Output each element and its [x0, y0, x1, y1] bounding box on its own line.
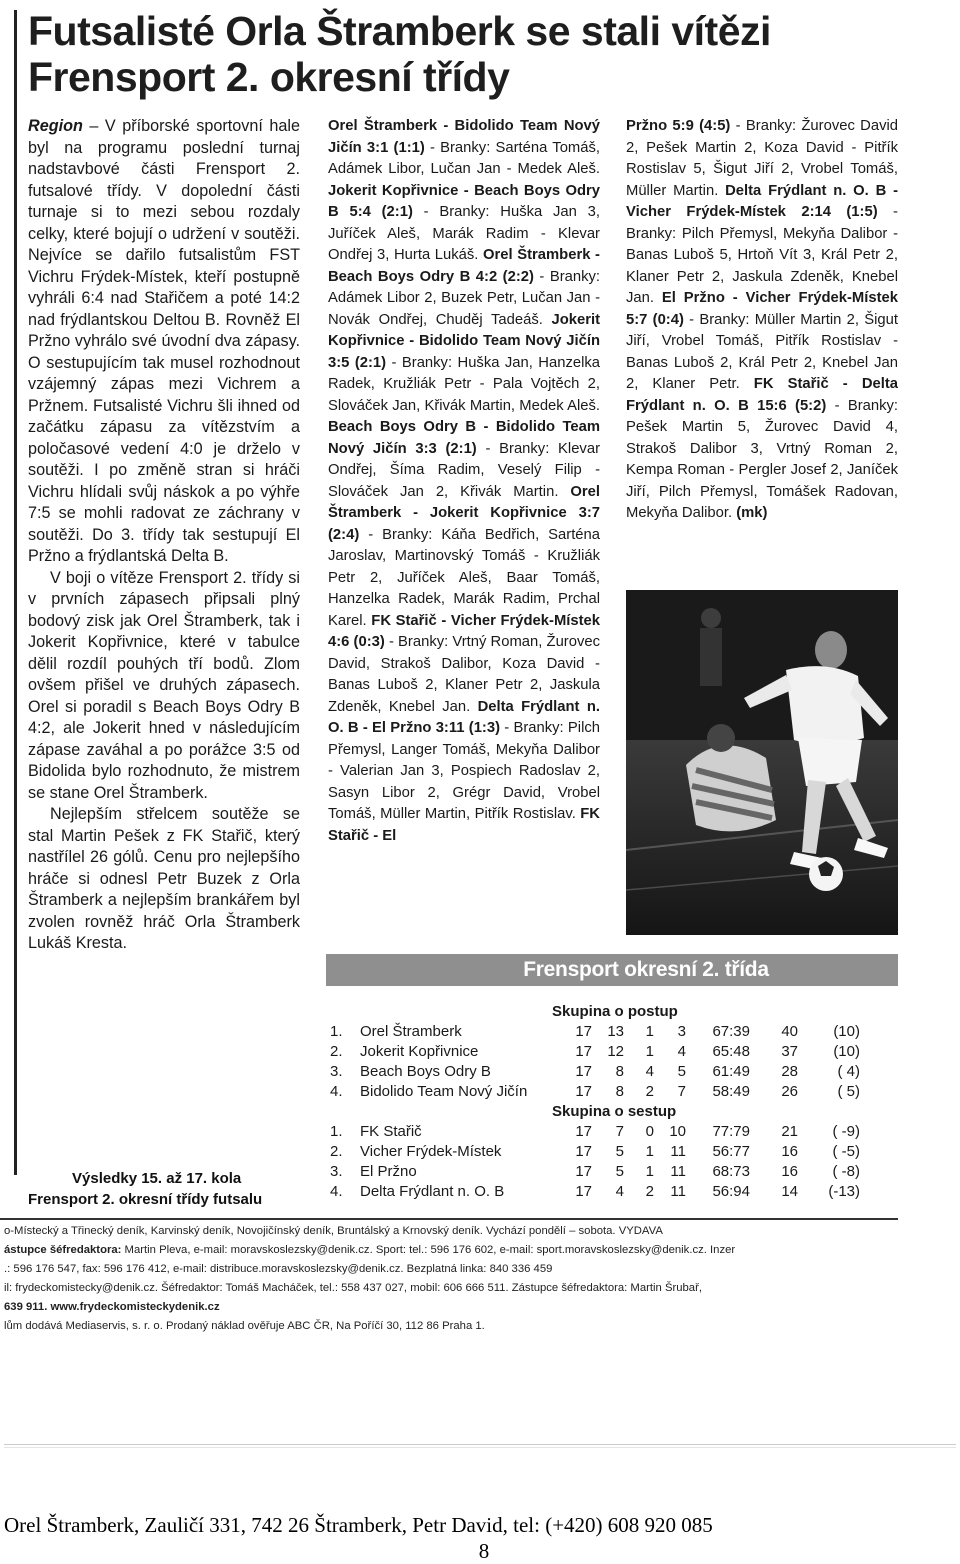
- cell-rank: 2.: [330, 1143, 343, 1160]
- cell-pts: 16: [781, 1143, 798, 1160]
- cell-rank: 2.: [330, 1043, 343, 1060]
- cell-pts: 14: [781, 1183, 798, 1200]
- masthead-line-3: .: 596 176 547, fax: 596 176 412, e-mail: distribuce.moravskoslezsky@denik.cz. Bezplatná linka: 840 336 459: [4, 1263, 553, 1275]
- cell-score: 65:48: [712, 1043, 750, 1060]
- article-paragraph-3: Nejlepším střelcem soutěže se stal Martin Pešek z FK Stařič, který nastřílel 26 gólů. Cenu pro nejlepšího hráče si odnesl Petr Buzek z Orla Štramberk a nejlepším brankářem byl zvolen rovněž hráč Orla Štramberk Lukáš Kresta.: [28, 805, 300, 952]
- cell-m: ( -5): [832, 1143, 860, 1160]
- cell-m: ( 4): [837, 1063, 860, 1080]
- results-heading: [28, 1168, 300, 1210]
- masthead-line-1: o-Místecký a Třinecký deník, Karvinský deník, Novojičínský deník, Bruntálský a Krnovský deník. Vychází pondělí – sobota. VYDAVA: [4, 1225, 663, 1237]
- cell-w: 5: [615, 1163, 624, 1180]
- cell-pts: 21: [781, 1123, 798, 1140]
- cell-rank: 4.: [330, 1183, 343, 1200]
- match-2-head: Jokerit Kopřivnice - Beach Boys Odry B 5:4 (2:1): [328, 182, 600, 220]
- match-results-text-continued: [626, 116, 898, 525]
- cell-m: ( 5): [837, 1083, 860, 1100]
- cell-p: 17: [575, 1023, 592, 1040]
- cell-d: 1: [645, 1023, 654, 1040]
- cell-rank: 4.: [330, 1083, 343, 1100]
- match-7-head: FK Stařič - Vicher Frýdek-Místek 4:6 (0:3): [328, 612, 600, 650]
- match-8-body: - Branky: Pilch Přemysl, Langer Tomáš, Mekyňa Dalibor - Valerian Jan 3, Pospiech Radoslav 2, Sasyn Libor 2, Grégr David, Vrobel Tomáš, Müller Martin, Pitřík Rostislav.: [328, 720, 601, 822]
- cell-l: 11: [670, 1163, 686, 1180]
- match-11-body: - Branky: Müller Martin 2, Šigut Jiří, Vrobel Tomáš, Pitřík Rostislav - Banas Luboš 2, Král Petr 2, Knebel Jan 2, Klaner Petr.: [626, 311, 898, 392]
- match-4-body: - Branky: Huška Jan, Hanzelka Radek, Kružliák Petr - Pala Vojtěch 2, Slováček Jan, Křivák Martin, Medek Aleš.: [328, 354, 600, 414]
- cell-w: 4: [615, 1183, 624, 1200]
- promotion-group-rows: [326, 1022, 898, 1102]
- cell-pts: 28: [781, 1063, 798, 1080]
- standings-table: [326, 1002, 898, 1202]
- masthead-line-5: 639 911. www.frydeckomisteckydenik.cz: [4, 1301, 220, 1313]
- cell-pts: 16: [781, 1163, 798, 1180]
- standings-banner: [326, 954, 898, 986]
- cell-team: FK Stařič: [360, 1123, 422, 1140]
- cell-w: 12: [607, 1043, 624, 1060]
- cell-p: 17: [575, 1123, 592, 1140]
- cell-score: 58:49: [712, 1083, 750, 1100]
- match-3-head: Orel Štramberk - Beach Boys Odry B 4:2 (2:2): [328, 247, 600, 285]
- cell-m: (-13): [828, 1183, 860, 1200]
- relegation-group-rows: [326, 1122, 898, 1202]
- cell-w: 8: [615, 1063, 624, 1080]
- cell-rank: 3.: [330, 1163, 343, 1180]
- cell-l: 11: [670, 1183, 686, 1200]
- match-results-text: [328, 116, 600, 847]
- cell-p: 17: [575, 1163, 592, 1180]
- match-1-body: - Branky: Sarténa Tomáš, Adámek Libor, Lučan Jan - Medek Aleš.: [328, 139, 600, 177]
- author-signature: (mk): [736, 505, 768, 521]
- futsal-match-photo: [626, 590, 898, 935]
- article-column-3: [626, 116, 898, 525]
- masthead-line-6: lům dodává Mediaservis, s. r. o. Prodaný náklad ověřuje ABC ČR, Na Poříčí 30, 112 86 Praha 1.: [4, 1320, 485, 1332]
- left-column-rule: [14, 10, 17, 1175]
- cell-d: 1: [645, 1143, 654, 1160]
- cell-p: 17: [575, 1143, 592, 1160]
- cell-pts: 37: [781, 1043, 798, 1060]
- results-heading-line-1: Výsledky 15. až 17. kola: [72, 1170, 242, 1187]
- cell-team: Bidolido Team Nový Jičín: [360, 1083, 528, 1100]
- match-6-body: - Branky: Káňa Bedřich, Sarténa Jaroslav, Martinovský Tomáš - Kružliák Petr 2, Juříček Aleš, Baar Tomáš, Hanzelka Radek, Marák Radim, Prchal Karel.: [328, 526, 600, 629]
- masthead-deputy-label: ástupce šéfredaktora:: [4, 1244, 122, 1256]
- article-paragraph-1: [28, 116, 300, 568]
- headline-line-2: Frensport 2. okresní třídy: [28, 54, 510, 100]
- match-9-head-part2: Pržno 5:9 (4:5): [626, 118, 731, 134]
- match-11-head: El Pržno - Vicher Frýdek-Místek 5:7 (0:4): [626, 290, 898, 328]
- cell-d: 2: [645, 1183, 654, 1200]
- cell-team: Orel Štramberk: [360, 1023, 462, 1040]
- cell-m: ( -8): [832, 1163, 860, 1180]
- article-headline: [28, 8, 928, 100]
- cell-d: 1: [645, 1163, 654, 1180]
- match-5-body: - Branky: Klevar Ondřej, Šíma Radim, Veselý Filip - Slováček Jan 2, Křivák Martin.: [328, 440, 600, 500]
- cell-w: 13: [607, 1023, 624, 1040]
- cell-team: Delta Frýdlant n. O. B: [360, 1183, 505, 1200]
- table-row: [326, 1082, 898, 1102]
- table-row: [326, 1042, 898, 1062]
- table-row: [326, 1182, 898, 1202]
- cell-l: 4: [677, 1043, 686, 1060]
- cell-l: 11: [670, 1143, 686, 1160]
- cell-score: 77:79: [712, 1123, 750, 1140]
- group-relegation-heading: Skupina o sestup: [552, 1103, 677, 1120]
- cell-score: 67:39: [712, 1023, 750, 1040]
- photo-illustration: [626, 590, 898, 935]
- cell-p: 17: [575, 1043, 592, 1060]
- cell-m: (10): [833, 1043, 860, 1060]
- cell-score: 56:94: [712, 1183, 750, 1200]
- page-divider-shadow: [4, 1447, 956, 1448]
- cell-d: 2: [645, 1083, 654, 1100]
- cell-score: 61:49: [712, 1063, 750, 1080]
- cell-d: 1: [645, 1043, 654, 1060]
- cell-team: Beach Boys Odry B: [360, 1063, 491, 1080]
- cell-score: 56:77: [712, 1143, 750, 1160]
- cell-team: El Pržno: [360, 1163, 417, 1180]
- match-5-head: Beach Boys Odry B - Bidolido Team Nový Jičín 3:3 (2:1): [328, 419, 600, 457]
- headline-line-1: Futsalisté Orla Štramberk se stali vítězi: [28, 8, 771, 54]
- match-12-body: - Branky: Pešek Martin 5, Žurovec David 4, Strakoš Dalibor 3, Vrtný Roman 2, Kempa Roman - Pergler Josef 2, Janíček Jiří, Pilch Přemysl, Tomášek Radovan, Mekyňa Dalibor.: [626, 397, 898, 521]
- match-3-body: - Branky: Adámek Libor 2, Buzek Petr, Lučan Jan - Novák Ondřej, Chuděj Tadeáš.: [328, 268, 600, 328]
- cell-w: 8: [615, 1083, 624, 1100]
- group-promotion-heading: Skupina o postup: [552, 1003, 678, 1020]
- standings-banner-title: Frensport okresní 2. třída: [523, 958, 769, 981]
- table-row: [326, 1162, 898, 1182]
- article-column-2: [328, 116, 600, 847]
- newspaper-masthead: [4, 1222, 904, 1336]
- match-6-head: Orel Štramberk - Jokerit Kopřivnice 3:7 (2:4): [328, 483, 600, 543]
- cell-m: ( -9): [832, 1123, 860, 1140]
- cell-l: 10: [669, 1123, 686, 1140]
- article-paragraph-2: V boji o vítěze Frensport 2. třídy si v prvních zápasech připsali plný bodový zisk jak Orel Štramberk, tak i Jokerit Kopřivnice, které v tabulce dělil rozdíl pouhých tří bodů. Zlom ovšem přišel ve druhých zápasech. Orel si poradil s Beach Boys Odry B 4:2, ale Jokerit hned v následujícím zápase zaváhal a po porážce 3:5 od Bidolida bylo rozhodnuto, že mistrem se stane Orel Štramberk.: [28, 568, 300, 802]
- cell-team: Vicher Frýdek-Místek: [360, 1143, 502, 1160]
- masthead-line-2: [4, 1241, 904, 1260]
- match-10-head: Delta Frýdlant n. O. B - Vicher Frýdek-Místek 2:14 (1:5): [626, 182, 898, 220]
- cell-pts: 26: [781, 1083, 798, 1100]
- cell-l: 3: [677, 1023, 686, 1040]
- paragraph-1-body: – V příborské sportovní hale byl na programu poslední turnaj nadstavbové části Frensport 2. futsalové třídy. V dopolední části turnaje si to mezi sebou rozdaly celky, které bojují o udržení v soutěži. Nejvíce se dařilo futsalistům FST Vichru Frýdek-Místek, kteří postupně vyhráli 6:4 nad Stařičem a poté 14:2 nad frýdlantskou Deltou B. Rovněž El Pržno vyhrálo své úvodní dva zápasy. O sestupujícím tak musel rozhodnout vzájemný zápas mezi Vichrem a Pržnem. Futsalisté Vichru šli ihned od začátku zápasu za vítězstvím a poločasové vedení 4:0 je drželo v soutěži. I po změně stran si hráči Vichru hlídali svůj náskok a po výhře 7:5 se mohli radovat ze záchrany v soutěži. Do 3. třídy tak sestupují El Pržno a frýdlantská Delta B.: [28, 117, 300, 565]
- masthead-rule: [0, 1218, 898, 1220]
- match-8-head: Delta Frýdlant n. O. B - El Pržno 3:11 (1:3): [328, 698, 600, 736]
- match-9-head-part1: FK Stařič - El: [328, 806, 600, 844]
- table-row: [326, 1142, 898, 1162]
- cell-l: 5: [677, 1063, 686, 1080]
- cell-rank: 1.: [330, 1023, 343, 1040]
- cell-pts: 40: [781, 1023, 798, 1040]
- cell-p: 17: [575, 1063, 592, 1080]
- cell-score: 68:73: [712, 1163, 750, 1180]
- page-number: 8: [478, 1539, 490, 1563]
- cell-d: 0: [645, 1123, 654, 1140]
- region-label: Region: [28, 117, 83, 135]
- match-10-body: - Branky: Pilch Přemysl, Mekyňa Dalibor - Banas Luboš 5, Hrtoň Vít 3, Král Petr 2, Klaner Petr 2, Jaskula Zdeněk, Knebel Jan.: [626, 204, 898, 306]
- results-heading-line-2: Frensport 2. okresní třídy futsalu: [28, 1191, 263, 1208]
- cell-d: 4: [645, 1063, 654, 1080]
- match-2-body: - Branky: Huška Jan 3, Juříček Aleš, Marák Radim - Klevar Ondřej 3, Hurta Lukáš.: [328, 204, 600, 263]
- cell-team: Jokerit Kopřivnice: [360, 1043, 479, 1060]
- masthead-line-4: il: frydeckomistecky@denik.cz. Šéfredaktor: Tomáš Macháček, tel.: 558 437 027, mobil: 606 666 511. Zástupce šéfredaktora: Martin Šrubař,: [4, 1282, 702, 1294]
- match-1-head: Orel Štramberk - Bidolido Team Nový Jičín 3:1 (1:1): [328, 118, 600, 156]
- cell-p: 17: [575, 1083, 592, 1100]
- match-4-head: Jokerit Kopřivnice - Bidolido Team Nový Jičín 3:5 (2:1): [328, 311, 600, 371]
- cell-rank: 1.: [330, 1123, 343, 1140]
- cell-m: (10): [833, 1023, 860, 1040]
- article-column-1: [28, 116, 300, 955]
- match-9-body: - Branky: Žurovec David 2, Pešek Martin 2, Koza David - Pitřík Rostislav 5, Šigut Jiří 2, Vrobel Tomáš, Müller Martin.: [626, 118, 898, 199]
- match-7-body: - Branky: Vrtný Roman, Žurovec David, Strakoš Dalibor, Koza David - Banas Luboš 2, Klaner Petr 2, Jaskula Zdeněk, Knebel Jan.: [328, 634, 600, 715]
- page-footer-address: Orel Štramberk, Zauličí 331, 742 26 Štramberk, Petr David, tel: (+420) 608 920 085: [4, 1513, 713, 1537]
- table-row: [326, 1022, 898, 1042]
- table-row: [326, 1122, 898, 1142]
- cell-rank: 3.: [330, 1063, 343, 1080]
- cell-l: 7: [677, 1083, 686, 1100]
- cell-w: 5: [615, 1143, 624, 1160]
- page-divider: [4, 1444, 956, 1445]
- cell-w: 7: [615, 1123, 624, 1140]
- masthead-line-2-text: Martin Pleva, e-mail: moravskoslezsky@denik.cz. Sport: tel.: 596 176 602, e-mail: sport.moravskoslezsky@denik.cz. Inzer: [121, 1244, 736, 1256]
- cell-p: 17: [575, 1183, 592, 1200]
- table-row: [326, 1062, 898, 1082]
- match-12-head: FK Stařič - Delta Frýdlant n. O. B 15:6 (5:2): [626, 376, 898, 414]
